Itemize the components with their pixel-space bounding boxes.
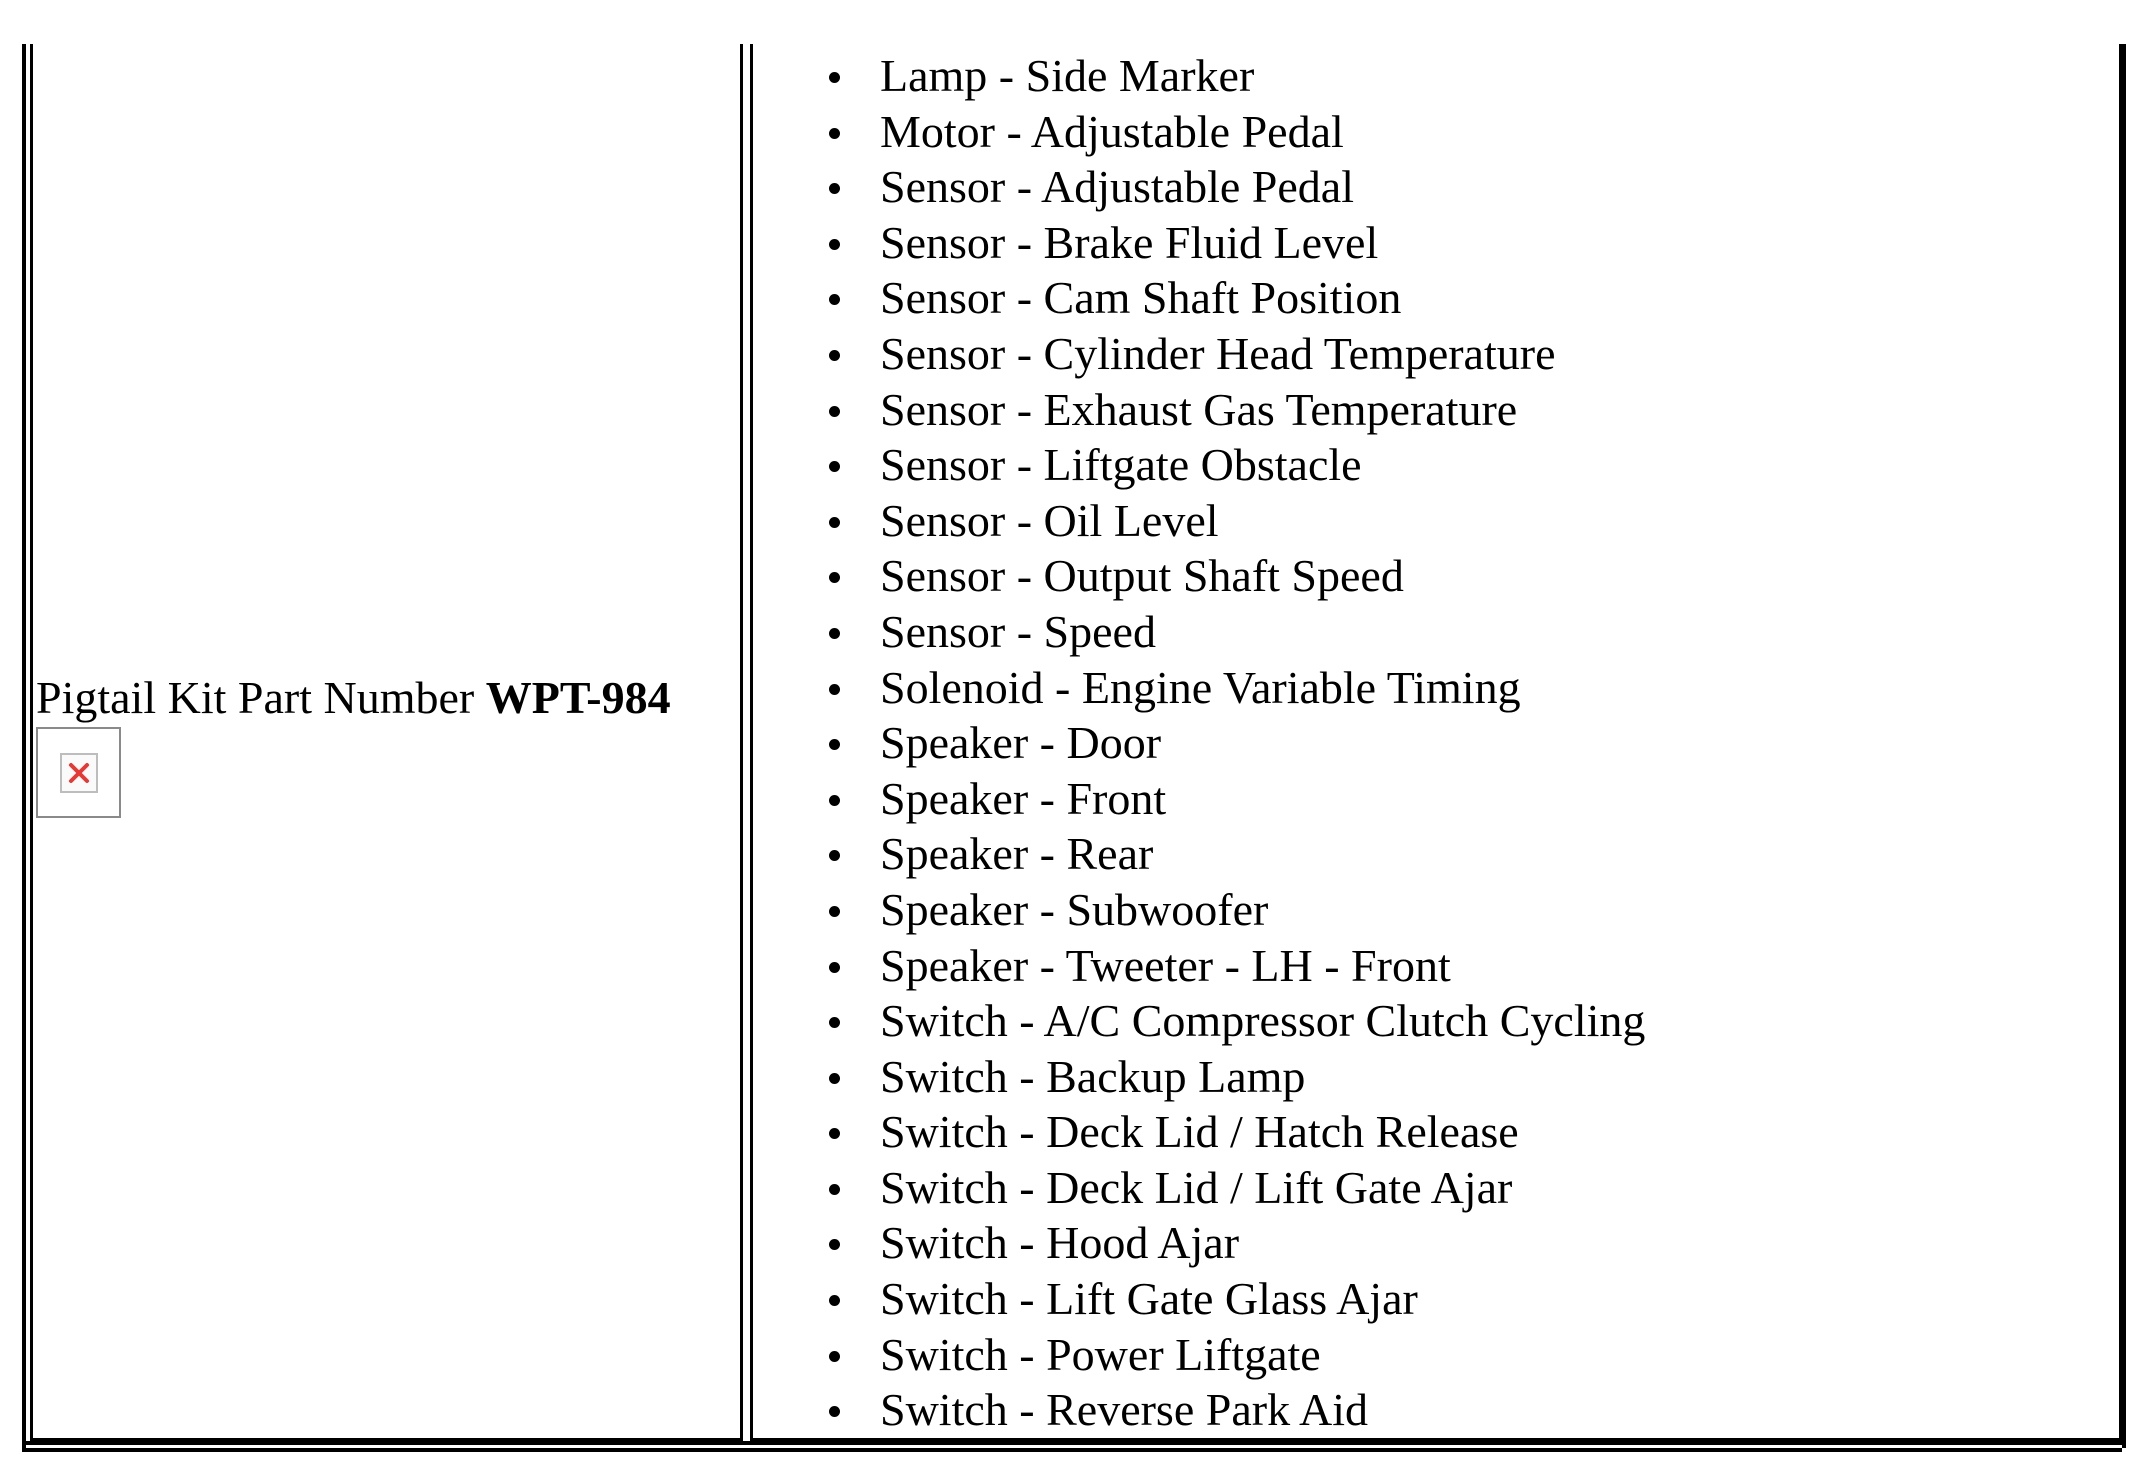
bullet-icon [829, 906, 840, 917]
bullet-icon [829, 72, 840, 83]
list-item [826, 1215, 1645, 1271]
list-item-text: Switch - Deck Lid / Hatch Release [880, 1106, 1519, 1158]
bullet-icon [829, 1184, 840, 1195]
list-item [826, 1104, 1645, 1160]
bullet-icon [829, 1239, 840, 1250]
bullet-icon [829, 1406, 840, 1417]
list-item-text: Sensor - Cam Shaft Position [880, 272, 1402, 324]
broken-image-icon [36, 727, 121, 818]
list-item-text: Sensor - Adjustable Pedal [880, 161, 1354, 213]
list-item [826, 1382, 1645, 1438]
list-item [826, 548, 1645, 604]
list-item-text: Sensor - Output Shaft Speed [880, 550, 1404, 602]
bullet-icon [829, 1295, 840, 1306]
bullet-icon [829, 1128, 840, 1139]
table-right-border [2122, 44, 2126, 1448]
list-item-text: Sensor - Brake Fluid Level [880, 216, 1379, 268]
list-item-text: Speaker - Front [880, 772, 1167, 824]
list-item [826, 882, 1645, 938]
list-item [826, 660, 1645, 716]
list-item [826, 382, 1645, 438]
list-item-text: Sensor - Cylinder Head Temperature [880, 327, 1556, 379]
components-list [826, 48, 1645, 1438]
bullet-icon [829, 795, 840, 806]
list-item [826, 993, 1645, 1049]
list-item [826, 326, 1645, 382]
bullet-icon [829, 572, 840, 583]
list-item-text: Switch - Hood Ajar [880, 1217, 1240, 1269]
list-item-text: Sensor - Oil Level [880, 494, 1219, 546]
bullet-icon [829, 739, 840, 750]
list-item-text: Lamp - Side Marker [880, 50, 1255, 101]
list-item-text: Switch - A/C Compressor Clutch Cycling [880, 995, 1646, 1047]
bullet-icon [829, 684, 840, 695]
list-item [826, 270, 1645, 326]
list-item [826, 715, 1645, 771]
bullet-icon [829, 850, 840, 861]
list-item-text: Solenoid - Engine Variable Timing [880, 661, 1521, 713]
bullet-icon [829, 517, 840, 528]
list-item [826, 1160, 1645, 1216]
list-item-text: Motor - Adjustable Pedal [880, 105, 1344, 157]
list-item-text: Sensor - Speed [880, 605, 1156, 657]
bullet-icon [829, 1351, 840, 1362]
list-item [826, 1049, 1645, 1105]
list-item [826, 771, 1645, 827]
bullet-icon [829, 1017, 840, 1028]
broken-image-frame [60, 753, 98, 793]
bullet-icon [829, 294, 840, 305]
list-item [826, 938, 1645, 994]
list-item [826, 48, 1645, 104]
pigtail-kit-block [36, 670, 671, 726]
bullet-icon [829, 239, 840, 250]
pigtail-cell [30, 44, 743, 1441]
bullet-icon [829, 128, 840, 139]
bullet-icon [829, 406, 840, 417]
list-item [826, 493, 1645, 549]
list-item-text: Switch - Backup Lamp [880, 1050, 1306, 1102]
pigtail-label-text: Pigtail Kit Part Number [36, 672, 486, 723]
bullet-icon [829, 350, 840, 361]
list-item-text: Speaker - Door [880, 717, 1162, 769]
list-item-text: Switch - Deck Lid / Lift Gate Ajar [880, 1161, 1513, 1213]
list-item-text: Speaker - Subwoofer [880, 883, 1269, 935]
pigtail-kit-label [36, 672, 671, 723]
bullet-icon [829, 183, 840, 194]
red-x-icon [68, 762, 90, 784]
table-left-border [22, 44, 26, 1448]
list-item [826, 826, 1645, 882]
list-item-text: Sensor - Exhaust Gas Temperature [880, 383, 1518, 435]
bullet-icon [829, 1073, 840, 1084]
list-item-text: Speaker - Tweeter - LH - Front [880, 939, 1451, 991]
list-item-text: Speaker - Rear [880, 828, 1154, 880]
list-item-text: Switch - Lift Gate Glass Ajar [880, 1273, 1418, 1325]
list-item [826, 159, 1645, 215]
bullet-icon [829, 628, 840, 639]
bullet-icon [829, 461, 840, 472]
list-item [826, 215, 1645, 271]
list-item [826, 604, 1645, 660]
list-item [826, 1271, 1645, 1327]
list-item-text: Switch - Reverse Park Aid [880, 1384, 1369, 1436]
pigtail-part-number: WPT-984 [485, 672, 671, 723]
table-bottom-border-outer [22, 1448, 2122, 1452]
list-item [826, 1327, 1645, 1383]
table-bottom-border-inner [22, 1441, 2122, 1445]
list-item-text: Sensor - Liftgate Obstacle [880, 439, 1362, 491]
list-item [826, 437, 1645, 493]
bullet-icon [829, 962, 840, 973]
list-item-text: Switch - Power Liftgate [880, 1328, 1321, 1380]
list-item [826, 104, 1645, 160]
